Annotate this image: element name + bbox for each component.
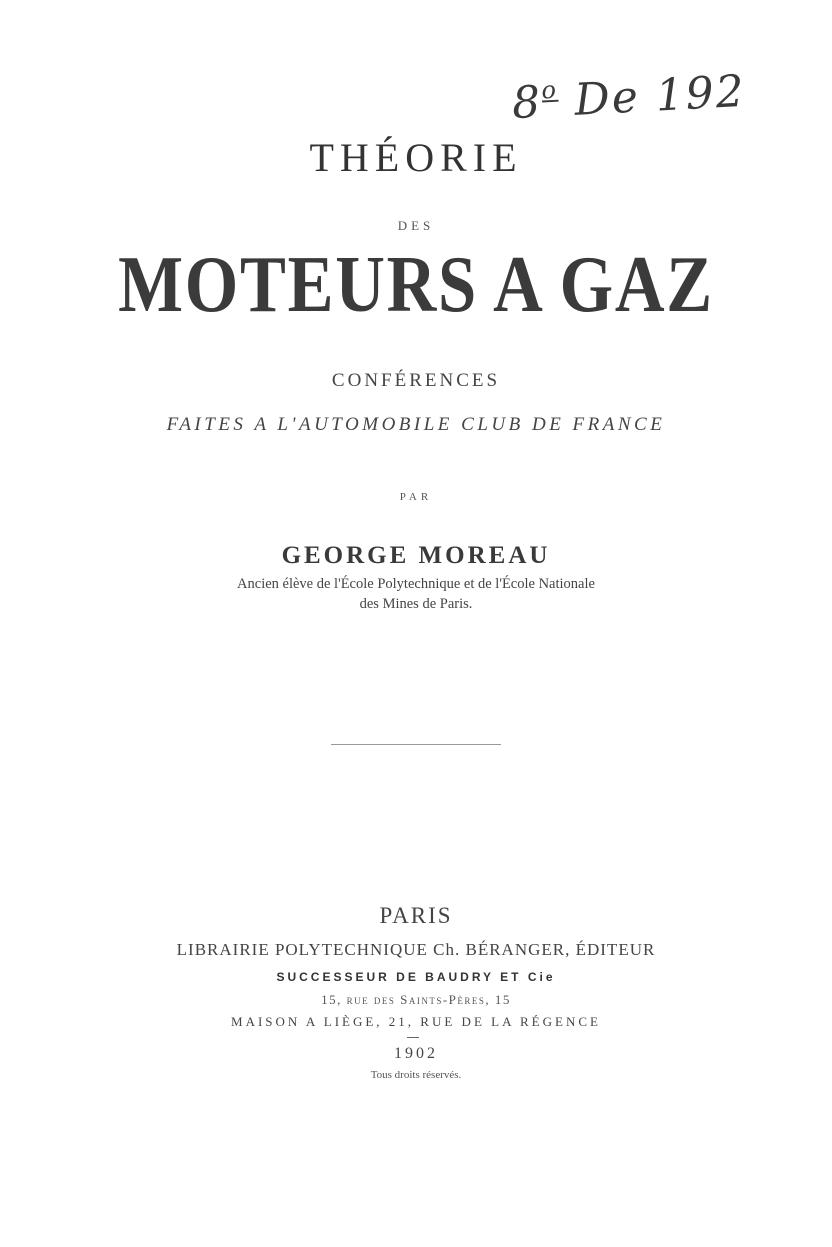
imprint-year: 1902 (394, 1045, 438, 1062)
shelfmark-prefix: 8 (510, 76, 544, 130)
imprint-publisher: LIBRAIRIE POLYTECHNIQUE Ch. BÉRANGER, ÉDITEUR (176, 940, 656, 959)
imprint-address-liege: MAISON A LIÈGE, 21, RUE DE LA RÉGENCE (231, 1014, 601, 1029)
imprint-rights: Tous droits réservés. (370, 1069, 462, 1081)
imprint-dash (407, 1037, 419, 1038)
author-credentials-2: des Mines de Paris. (359, 596, 473, 612)
shelfmark-sup: o (540, 75, 559, 105)
title-theorie: THÉORIE (309, 135, 523, 180)
divider-rule (331, 744, 501, 745)
imprint-city: PARIS (379, 903, 453, 928)
subtitle-venue: FAITES A L'AUTOMOBILE CLUB DE FRANCE (166, 414, 666, 435)
author-credentials-1: Ancien élève de l'École Polytechnique et de l'École Nationale (237, 576, 595, 592)
subtitle-conferences: CONFÉRENCES (331, 370, 501, 391)
imprint-address-paris: 15, rue des Saints-Pères, 15 (321, 992, 511, 1007)
title-des: DES (397, 218, 435, 233)
by-label: PAR (399, 491, 433, 503)
shelfmark-text: De 192 (573, 65, 747, 126)
title-main: MOTEURS A GAZ (118, 241, 714, 329)
imprint-successor: SUCCESSEUR DE BAUDRY ET Cie (276, 970, 556, 984)
author-name: GEORGE MOREAU (281, 542, 551, 569)
handwritten-shelfmark (511, 66, 747, 129)
